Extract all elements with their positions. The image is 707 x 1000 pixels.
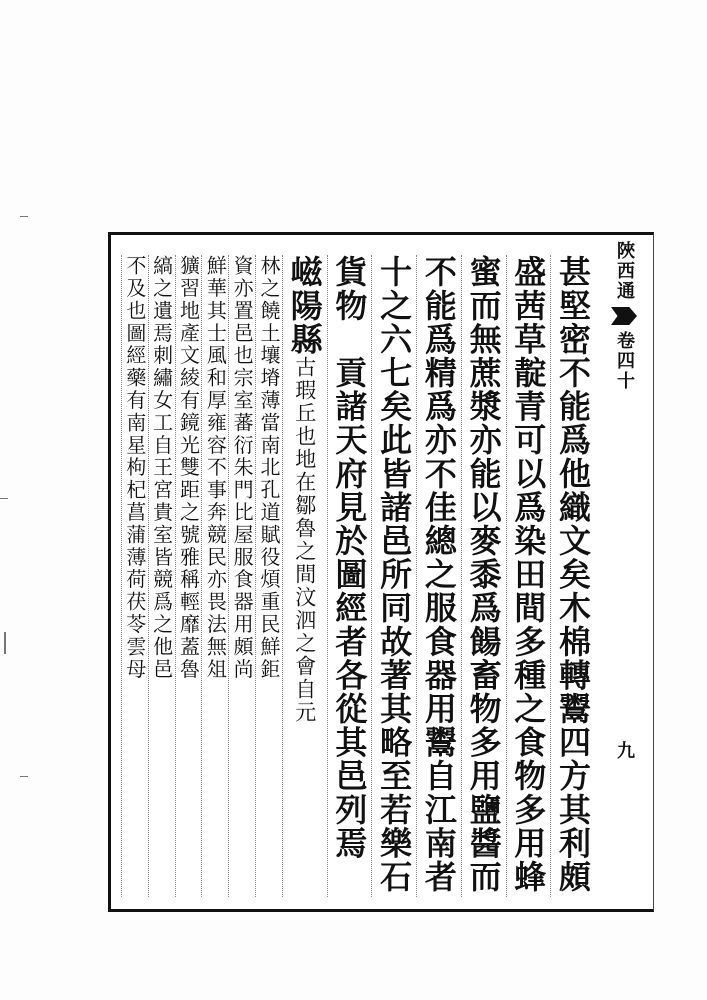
text-column: 甚堅密不能爲他織文矣木棉轉鬻四方其利頗	[550, 255, 595, 897]
text-column: 盛茜草靛青可以爲染田間多種之食物多用蜂	[506, 255, 551, 897]
scan-mark	[20, 776, 28, 777]
scan-mark	[4, 632, 6, 654]
text-column: 鮮華其士風和厚雍容不事奔競民亦畏法無俎	[201, 255, 228, 897]
text-column: 蜜而無蔗漿亦能以麥黍爲餳畜物多用鹽醬而	[461, 255, 506, 897]
text-column: 不及也圖經藥有南星枸杞菖蒲薄荷茯苓雲母	[121, 255, 148, 897]
scan-mark	[20, 216, 28, 217]
text-columns	[121, 255, 595, 897]
fish-tail-mark-icon	[611, 307, 637, 325]
scan-mark	[0, 498, 8, 499]
header-volume: 卷四十	[614, 331, 635, 391]
text-column: 林之饒土壤塉薄當南北孔道賦役煩重民鮮鉅	[255, 255, 282, 897]
text-column: 貨物 貢諸天府見於圖經者各從其邑列焉	[327, 255, 372, 897]
text-column: 獷習地產文綾有鏡光雙距之號雅稱輕靡蓋魯	[175, 255, 202, 897]
text-column: 十之六七矣此皆諸邑所同故著其略至若樂石	[371, 255, 416, 897]
county-description: 古瑕丘也地在鄒魯之間汶泗之會自元	[292, 355, 317, 724]
county-column	[282, 255, 327, 897]
page-frame	[108, 232, 654, 912]
page-number: 九	[614, 741, 635, 759]
text-column: 縞之遺焉刺繡女工自王宮貴室皆競爲之他邑	[148, 255, 175, 897]
county-heading: 嵫陽縣	[285, 255, 324, 356]
page-header	[595, 235, 653, 909]
header-title: 陜西通	[614, 241, 635, 301]
text-column: 不能爲精爲亦不佳總之服食器用鬻自江南者	[416, 255, 461, 897]
text-column: 資亦置邑也宗室蕃衍朱門比屋服食器用頗尚	[228, 255, 255, 897]
